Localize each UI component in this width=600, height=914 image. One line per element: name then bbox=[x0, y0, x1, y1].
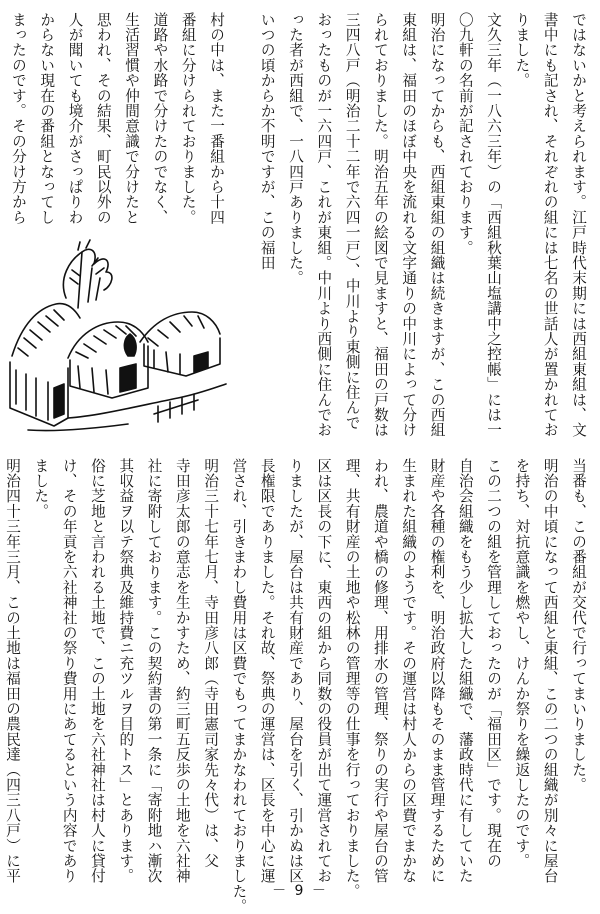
text-column: 明治三十七年七月、寺田彦八郎（寺田憲司家先々代）は、父 bbox=[202, 458, 220, 869]
text-column: 〇九軒の名前が記されております。 bbox=[456, 12, 474, 256]
text-column: いつの頃からか不明ですが、この福田 bbox=[258, 12, 276, 271]
text-column: 書中にも記され、それぞれの組には七名の世話人が置かれてお bbox=[541, 12, 559, 438]
article-upper-left-text bbox=[4, 12, 230, 235]
page-number: － 9 － bbox=[272, 883, 328, 899]
text-column: られておりました。明治五年の絵図で見ますと、福田の戸数は bbox=[371, 12, 389, 438]
text-column: 三四八戸（明治二十二年で六四一戸）、中川より東側に住んで bbox=[343, 12, 361, 431]
text-column: 村の中は、また一番組から十四 bbox=[208, 12, 225, 225]
text-column: け、その年貢を六社神社の祭り費用にあてるという内容であり bbox=[60, 458, 78, 884]
text-column: 文久三年（一八六三年）の「西組秋葉山塩講中之控帳」には一 bbox=[485, 12, 503, 438]
text-column: 番組に分けられておりました。 bbox=[179, 12, 197, 225]
text-column: った者が西組で、一八四戸ありました。 bbox=[287, 12, 305, 286]
text-column: 思われ、その結果、町民以外の bbox=[94, 12, 112, 225]
text-column: 長権限でありました。それ故、祭典の運営は、区長を中心に運 bbox=[258, 458, 276, 884]
text-column: りましたが、屋台は共有財産であり、屋台を引く、引かぬは区 bbox=[287, 458, 305, 884]
text-column: 理、共有財産の土地や松林の管理等の仕事を行っておりました。 bbox=[343, 458, 361, 899]
text-column: おったものが一六四戸、これが東組。中川より西側に住んでお bbox=[315, 12, 333, 438]
text-column: われ、農道や橋の修理、用排水の管理、祭りの実行や屋台の管 bbox=[371, 458, 389, 884]
text-column: 自治会組織をもう少し拡大した組織で、藩政時代に有していた bbox=[456, 458, 474, 884]
article-lower-text bbox=[4, 458, 592, 914]
text-column: ではないかと考えられます。江戸時代末期には西組東組は、文 bbox=[570, 12, 587, 438]
text-column: 生活習慣や仲間意識で分けたと bbox=[123, 12, 141, 225]
text-column: 道路や水路で分けたのでなく、 bbox=[151, 12, 169, 225]
text-column: 其収益ヲ以テ祭典及維持費ニ充ツルヲ目的トス」とあります。 bbox=[117, 458, 135, 884]
text-column: 区は区長の下に、東西の組から同数の役員が出て運営されてお bbox=[315, 458, 333, 884]
text-column: りました。 bbox=[513, 12, 531, 88]
text-column: 俗に芝地と言われる土地で、この土地を六社神社は村人に貸付 bbox=[88, 458, 106, 884]
text-column bbox=[0, 12, 4, 235]
text-column: まったのです。その分け方から bbox=[9, 12, 27, 225]
thatched-village-illustration bbox=[8, 238, 230, 438]
text-column: 明治の中頃になって西組と東組、この二つの組織が別々に屋台 bbox=[541, 458, 559, 884]
text-column: 東組は、福田のほぼ中央を流れる文字通りの中川によって分け bbox=[400, 12, 418, 438]
text-column: 営され、引きまわし費用は区費でもってまかなわれておりました。 bbox=[230, 458, 248, 914]
text-column: 明治四十三年三月、この土地は福田の農民達（四三八戸）に平 bbox=[4, 458, 22, 884]
article-upper-right-text bbox=[232, 12, 592, 438]
text-column: 明治になってからも、西組東組の組織は続きますが、この西組 bbox=[428, 12, 446, 438]
text-column: 当番も、この番組が交代で行ってまいりました。 bbox=[570, 458, 587, 793]
text-column: この二つの組を管理しておったのが「福田区」です。現在の bbox=[485, 458, 503, 869]
text-column: 財産や各種の権利を、明治政府以降もそのまま管理するために bbox=[428, 458, 446, 884]
text-column: を持ち、対抗意識を燃やし、けんか祭りを繰返したのです。 bbox=[513, 458, 531, 869]
text-column: 生まれた組織のようです。その運営は村人からの区費でまかな bbox=[400, 458, 418, 884]
text-column: 社に寄附しております。この契約書の第一条に「寄附地ハ漸次 bbox=[145, 458, 163, 884]
text-column: 寺田彦太郎の意志を生かすため、約三町五反歩の土地を六社神 bbox=[173, 458, 191, 884]
text-column: ました。 bbox=[32, 458, 50, 519]
text-column: 人が聞いても境介がさっぱりわ bbox=[66, 12, 84, 225]
text-column: からない現在の番組となってし bbox=[38, 12, 56, 225]
